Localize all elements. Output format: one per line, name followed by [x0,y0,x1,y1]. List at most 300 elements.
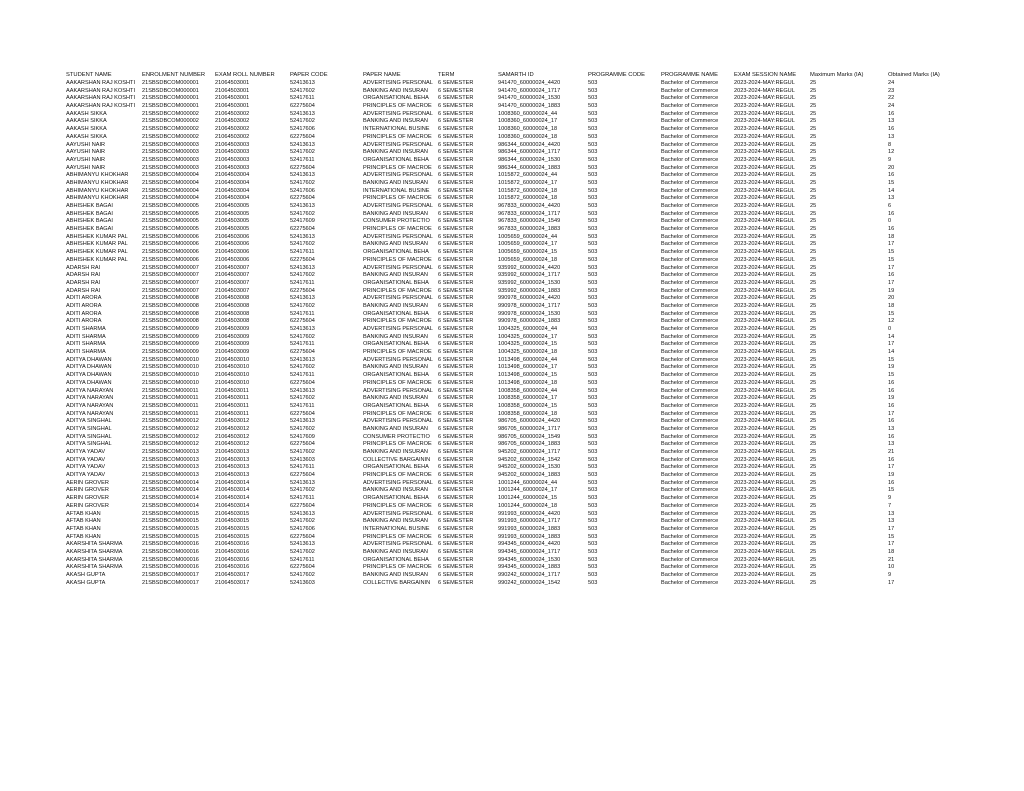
cell-samarth-id: 935992_60000024_1717 [498,272,561,279]
col-header-samarth-id: SAMARTH ID [498,72,534,78]
cell-paper-name: PRINCIPLES OF MACROE [363,410,432,417]
cell-term: 6 SEMESTER [438,210,474,217]
cell-paper-code: 52417602 [290,518,315,525]
cell-maximum-marks: 25 [810,126,817,133]
col-header-obtained-marks: Obtained Marks (IA) [888,72,940,78]
cell-paper-name: PRINCIPLES OF MACROE [363,379,432,386]
cell-obtained-marks: 23 [888,87,895,94]
cell-programme-code: 503 [588,256,598,263]
cell-samarth-id: 1008358_60000024_15 [498,402,558,409]
cell-exam-session-name: 2023-2024-MAY:REGUL [734,256,795,263]
cell-programme-code: 503 [588,87,598,94]
cell-student-name: AKASH GUPTA [66,579,106,586]
cell-term: 6 SEMESTER [438,110,474,117]
cell-paper-name: PRINCIPLES OF MACROE [363,472,432,479]
cell-exam-session-name: 2023-2024-MAY:REGUL [734,579,795,586]
cell-programme-code: 503 [588,272,598,279]
cell-exam-session-name: 2023-2024-MAY:REGUL [734,464,795,471]
cell-term: 6 SEMESTER [438,564,474,571]
cell-paper-name: ADVERTISING PERSONAL [363,295,433,302]
cell-programme-name: Bachelor of Commerce [661,410,719,417]
cell-exam-roll-number: 21064503003 [215,141,250,148]
cell-paper-code: 52417609 [290,433,315,440]
cell-obtained-marks: 20 [888,164,895,171]
cell-term: 6 SEMESTER [438,118,474,125]
cell-maximum-marks: 25 [810,533,817,540]
cell-programme-name: Bachelor of Commerce [661,402,719,409]
cell-term: 6 SEMESTER [438,179,474,186]
cell-term: 6 SEMESTER [438,456,474,463]
cell-programme-name: Bachelor of Commerce [661,210,719,217]
marks-sheet-table [66,71,966,587]
cell-obtained-marks: 17 [888,579,895,586]
cell-exam-roll-number: 21064503014 [215,487,250,494]
cell-term: 6 SEMESTER [438,264,474,271]
cell-obtained-marks: 6 [888,203,892,209]
col-header-exam-session-name: EXAM SESSION NAME [734,72,797,78]
cell-term: 6 SEMESTER [438,356,474,363]
cell-enrolment-number: 21SBSDBCOM000003 [142,156,199,163]
cell-programme-code: 503 [588,172,598,179]
cell-obtained-marks: 17 [888,341,895,348]
cell-maximum-marks: 25 [810,341,817,348]
cell-paper-name: PRINCIPLES OF MACROE [363,164,432,171]
cell-term: 6 SEMESTER [438,195,474,202]
cell-maximum-marks: 25 [810,418,817,425]
cell-maximum-marks: 25 [810,156,817,163]
cell-paper-name: COLLECTIVE BARGAININ [363,579,431,586]
cell-paper-code: 52413613 [290,479,315,486]
cell-paper-code: 52413613 [290,387,315,394]
cell-exam-roll-number: 21064503017 [215,572,250,578]
cell-programme-code: 503 [588,372,598,379]
cell-paper-code: 52417602 [290,548,315,555]
cell-maximum-marks: 25 [810,495,817,502]
cell-student-name: ADITI SHARMA [66,333,106,340]
cell-programme-name: Bachelor of Commerce [661,249,719,256]
cell-maximum-marks: 25 [810,395,817,402]
cell-programme-code: 503 [588,572,598,578]
cell-samarth-id: 1013498_60000024_15 [498,372,558,379]
cell-term: 6 SEMESTER [438,502,474,509]
cell-student-name: ABHIMANYU KHOKHAR [66,179,129,186]
cell-exam-roll-number: 21064503006 [215,249,250,256]
table-row [66,418,966,426]
cell-samarth-id: 986705_60000024_1883 [498,441,561,448]
cell-programme-code: 503 [588,449,598,455]
cell-exam-session-name: 2023-2024-MAY:REGUL [734,218,795,225]
cell-programme-name: Bachelor of Commerce [661,418,719,425]
table-row [66,388,966,396]
cell-student-name: ADITYA NARAYAN [66,410,114,417]
cell-maximum-marks: 25 [810,302,817,309]
cell-exam-roll-number: 21064503013 [215,449,250,455]
cell-term: 6 SEMESTER [438,472,474,479]
cell-exam-session-name: 2023-2024-MAY:REGUL [734,80,795,86]
cell-exam-roll-number: 21064503011 [215,402,249,409]
cell-paper-code: 52417606 [290,187,315,194]
cell-maximum-marks: 25 [810,472,817,479]
cell-programme-code: 503 [588,525,598,532]
cell-obtained-marks: 15 [888,310,895,317]
table-row [66,426,966,434]
cell-programme-code: 503 [588,187,598,194]
table-row [66,165,966,173]
cell-paper-code: 52413613 [290,110,315,117]
cell-paper-name: BANKING AND INSURAN [363,364,428,371]
cell-paper-code: 52413613 [290,356,315,363]
cell-paper-name: ORGANISATIONAL BEHA [363,95,429,102]
cell-maximum-marks: 25 [810,187,817,194]
cell-paper-code: 52413613 [290,264,315,271]
cell-student-name: AFTAB KHAN [66,525,101,532]
cell-paper-name: BANKING AND INSURAN [363,487,428,494]
cell-programme-name: Bachelor of Commerce [661,279,719,286]
cell-programme-code: 503 [588,80,598,86]
cell-exam-session-name: 2023-2024-MAY:REGUL [734,495,795,502]
cell-samarth-id: 994345_60000024_1530 [498,556,561,563]
cell-exam-roll-number: 21064503010 [215,364,250,371]
table-row [66,80,966,88]
cell-enrolment-number: 21SBSDBCOM000011 [142,410,199,417]
cell-samarth-id: 967833_60000024_1883 [498,226,561,233]
cell-maximum-marks: 25 [810,318,817,325]
cell-maximum-marks: 25 [810,287,817,294]
cell-student-name: ADITI SHARMA [66,349,106,356]
cell-student-name: ADITYA YADAV [66,472,106,479]
cell-samarth-id: 1008358_60000024_44 [498,387,558,394]
cell-paper-code: 52413613 [290,172,315,179]
cell-programme-code: 503 [588,341,598,348]
cell-paper-name: PRINCIPLES OF MACROE [363,564,432,571]
cell-samarth-id: 1008360_60000024_18 [498,126,558,133]
cell-enrolment-number: 21SBSDBCOM000001 [142,95,199,102]
cell-enrolment-number: 21SBSDBCOM000014 [142,479,199,486]
cell-exam-session-name: 2023-2024-MAY:REGUL [734,195,795,202]
cell-programme-name: Bachelor of Commerce [661,164,719,171]
table-row [66,218,966,226]
cell-programme-name: Bachelor of Commerce [661,302,719,309]
cell-exam-session-name: 2023-2024-MAY:REGUL [734,541,795,548]
cell-paper-name: ADVERTISING PERSONAL [363,233,433,240]
cell-maximum-marks: 25 [810,364,817,371]
cell-maximum-marks: 25 [810,356,817,363]
cell-obtained-marks: 9 [888,495,892,502]
cell-maximum-marks: 25 [810,133,817,140]
cell-term: 6 SEMESTER [438,318,474,325]
cell-paper-code: 52417602 [290,241,315,248]
cell-enrolment-number: 21SBSDBCOM000001 [142,87,199,94]
cell-samarth-id: 1004325_60000024_44 [498,326,558,332]
col-header-programme-name: PROGRAMME NAME [661,72,719,78]
table-row [66,126,966,134]
cell-paper-code: 52417602 [290,149,315,156]
cell-exam-roll-number: 21064503004 [215,187,250,194]
cell-exam-roll-number: 21064503012 [215,441,250,448]
cell-enrolment-number: 21SBSDBCOM000007 [142,272,199,279]
cell-paper-code: 52417602 [290,302,315,309]
cell-programme-name: Bachelor of Commerce [661,218,719,225]
col-header-paper-name: PAPER NAME [363,72,401,78]
cell-exam-session-name: 2023-2024-MAY:REGUL [734,279,795,286]
cell-maximum-marks: 25 [810,333,817,340]
cell-exam-session-name: 2023-2024-MAY:REGUL [734,410,795,417]
table-row [66,526,966,534]
cell-obtained-marks: 14 [888,333,895,340]
cell-programme-code: 503 [588,548,598,555]
cell-samarth-id: 1008358_60000024_17 [498,395,558,402]
cell-samarth-id: 1004325_60000024_15 [498,341,558,348]
table-row [66,349,966,357]
cell-maximum-marks: 25 [810,379,817,386]
cell-student-name: AKARSHITA SHARMA [66,541,123,548]
table-row [66,395,966,403]
cell-student-name: ABHISHEK BAGAI [66,226,113,233]
table-row [66,472,966,480]
cell-exam-roll-number: 21064503015 [215,525,250,532]
cell-samarth-id: 1001244_60000024_15 [498,495,558,502]
cell-samarth-id: 1005659_60000024_17 [498,241,558,248]
table-row [66,288,966,296]
cell-obtained-marks: 18 [888,302,895,309]
cell-programme-name: Bachelor of Commerce [661,179,719,186]
cell-maximum-marks: 25 [810,410,817,417]
cell-paper-code: 52417602 [290,487,315,494]
cell-student-name: AKARSHITA SHARMA [66,564,123,571]
cell-student-name: ADITI SHARMA [66,326,106,332]
cell-samarth-id: 986705_60000024_1717 [498,425,561,432]
cell-enrolment-number: 21SBSDBCOM000002 [142,133,199,140]
cell-paper-code: 52413613 [290,510,315,517]
table-row [66,295,966,303]
cell-exam-roll-number: 21064503001 [215,80,250,86]
cell-programme-name: Bachelor of Commerce [661,525,719,532]
cell-exam-roll-number: 21064503015 [215,510,250,517]
cell-enrolment-number: 21SBSDBCOM000016 [142,548,199,555]
cell-paper-code: 62275604 [290,133,315,140]
cell-term: 6 SEMESTER [438,233,474,240]
table-row [66,103,966,111]
cell-enrolment-number: 21SBSDBCOM000006 [142,233,199,240]
cell-maximum-marks: 25 [810,233,817,240]
cell-paper-code: 62275604 [290,410,315,417]
cell-paper-code: 62275604 [290,103,315,110]
cell-samarth-id: 1005659_60000024_18 [498,256,558,263]
cell-samarth-id: 1004325_60000024_18 [498,349,558,356]
cell-student-name: AAYUSHI NAIR [66,149,106,156]
cell-programme-name: Bachelor of Commerce [661,226,719,233]
cell-paper-code: 62275604 [290,318,315,325]
cell-maximum-marks: 25 [810,464,817,471]
cell-term: 6 SEMESTER [438,379,474,386]
cell-paper-code: 52417602 [290,425,315,432]
cell-enrolment-number: 21SBSDBCOM000001 [142,103,199,110]
cell-maximum-marks: 25 [810,195,817,202]
cell-exam-roll-number: 21064503014 [215,495,250,502]
cell-enrolment-number: 21SBSDBCOM000015 [142,518,199,525]
cell-exam-roll-number: 21064503016 [215,556,250,563]
cell-programme-code: 503 [588,141,598,148]
cell-paper-code: 52417602 [290,333,315,340]
cell-exam-roll-number: 21064503007 [215,287,250,294]
cell-enrolment-number: 21SBSDBCOM000005 [142,226,199,233]
cell-paper-name: ORGANISATIONAL BEHA [363,249,429,256]
cell-samarth-id: 935992_60000024_4420 [498,264,561,271]
cell-student-name: ADARSH RAI [66,272,101,279]
cell-programme-name: Bachelor of Commerce [661,318,719,325]
cell-programme-name: Bachelor of Commerce [661,548,719,555]
cell-programme-name: Bachelor of Commerce [661,95,719,102]
cell-paper-code: 52417611 [290,310,315,317]
cell-maximum-marks: 25 [810,279,817,286]
col-header-programme-code: PROGRAMME CODE [588,72,646,78]
cell-exam-session-name: 2023-2024-MAY:REGUL [734,210,795,217]
cell-obtained-marks: 19 [888,472,895,479]
cell-obtained-marks: 15 [888,249,895,256]
cell-student-name: ADITYA DHAWAN [66,356,112,363]
cell-exam-roll-number: 21064503004 [215,195,250,202]
cell-programme-name: Bachelor of Commerce [661,233,719,240]
cell-paper-name: ORGANISATIONAL BEHA [363,341,429,348]
cell-obtained-marks: 19 [888,287,895,294]
cell-maximum-marks: 25 [810,272,817,279]
cell-programme-code: 503 [588,156,598,163]
cell-enrolment-number: 21SBSDBCOM000016 [142,556,199,563]
cell-samarth-id: 1013498_60000024_17 [498,364,558,371]
table-row [66,272,966,280]
cell-paper-name: BANKING AND INSURAN [363,179,428,186]
cell-exam-session-name: 2023-2024-MAY:REGUL [734,433,795,440]
cell-term: 6 SEMESTER [438,95,474,102]
cell-maximum-marks: 25 [810,349,817,356]
cell-exam-roll-number: 21064503001 [215,95,250,102]
cell-exam-session-name: 2023-2024-MAY:REGUL [734,164,795,171]
cell-exam-roll-number: 21064503014 [215,502,250,509]
cell-student-name: AAKASH SIKKA [66,126,107,133]
cell-paper-name: BANKING AND INSURAN [363,548,428,555]
col-header-maximum-marks: Maximum Marks (IA) [810,72,864,78]
cell-exam-roll-number: 21064503008 [215,318,250,325]
cell-term: 6 SEMESTER [438,372,474,379]
cell-obtained-marks: 21 [888,449,895,455]
cell-student-name: ADITYA NARAYAN [66,387,114,394]
cell-paper-name: BANKING AND INSURAN [363,425,428,432]
cell-exam-roll-number: 21064503007 [215,272,250,279]
cell-enrolment-number: 21SBSDBCOM000010 [142,372,199,379]
cell-programme-name: Bachelor of Commerce [661,272,719,279]
cell-student-name: AAKASH SIKKA [66,118,107,125]
cell-samarth-id: 986344_60000024_4420 [498,141,561,148]
cell-paper-name: ORGANISATIONAL BEHA [363,156,429,163]
cell-paper-code: 62275604 [290,287,315,294]
table-row [66,495,966,503]
cell-student-name: ADITYA YADAV [66,456,106,463]
cell-enrolment-number: 21SBSDBCOM000015 [142,525,199,532]
table-row [66,364,966,372]
cell-maximum-marks: 25 [810,541,817,548]
cell-exam-session-name: 2023-2024-MAY:REGUL [734,302,795,309]
cell-paper-code: 52413613 [290,418,315,425]
col-header-paper-code: PAPER CODE [290,72,328,78]
cell-paper-code: 52417611 [290,495,315,502]
cell-obtained-marks: 13 [888,441,895,448]
cell-student-name: ABHISHEK BAGAI [66,210,113,217]
table-row [66,142,966,150]
cell-enrolment-number: 21SBSDBCOM000015 [142,510,199,517]
cell-enrolment-number: 21SBSDBCOM000004 [142,195,199,202]
cell-programme-name: Bachelor of Commerce [661,572,719,578]
table-row [66,449,966,457]
cell-paper-code: 52417611 [290,249,315,256]
cell-exam-roll-number: 21064503012 [215,418,250,425]
cell-enrolment-number: 21SBSDBCOM000013 [142,449,199,455]
cell-term: 6 SEMESTER [438,441,474,448]
cell-programme-code: 503 [588,195,598,202]
cell-maximum-marks: 25 [810,264,817,271]
cell-programme-name: Bachelor of Commerce [661,349,719,356]
cell-samarth-id: 1015872_60000024_17 [498,179,558,186]
cell-paper-name: INTERNATIONAL BUSINE [363,187,430,194]
cell-paper-name: BANKING AND INSURAN [363,272,428,279]
cell-maximum-marks: 25 [810,572,817,578]
cell-programme-name: Bachelor of Commerce [661,256,719,263]
cell-exam-session-name: 2023-2024-MAY:REGUL [734,149,795,156]
cell-enrolment-number: 21SBSDBCOM000011 [142,387,199,394]
table-row [66,549,966,557]
table-row [66,241,966,249]
cell-student-name: ADITYA SINGHAL [66,418,112,425]
cell-paper-code: 62275604 [290,533,315,540]
table-row [66,457,966,465]
cell-exam-roll-number: 21064503016 [215,548,250,555]
cell-exam-session-name: 2023-2024-MAY:REGUL [734,310,795,317]
cell-maximum-marks: 25 [810,502,817,509]
cell-paper-name: BANKING AND INSURAN [363,118,428,125]
cell-maximum-marks: 25 [810,518,817,525]
cell-student-name: ADARSH RAI [66,287,101,294]
cell-exam-roll-number: 21064503007 [215,279,250,286]
cell-paper-name: ORGANISATIONAL BEHA [363,372,429,379]
cell-term: 6 SEMESTER [438,218,474,225]
cell-maximum-marks: 25 [810,402,817,409]
cell-programme-name: Bachelor of Commerce [661,464,719,471]
cell-exam-session-name: 2023-2024-MAY:REGUL [734,103,795,110]
cell-term: 6 SEMESTER [438,510,474,517]
cell-student-name: ADITYA DHAWAN [66,364,112,371]
cell-programme-name: Bachelor of Commerce [661,502,719,509]
cell-enrolment-number: 21SBSDBCOM000012 [142,418,199,425]
cell-exam-session-name: 2023-2024-MAY:REGUL [734,510,795,517]
cell-paper-name: BANKING AND INSURAN [363,241,428,248]
cell-exam-session-name: 2023-2024-MAY:REGUL [734,364,795,371]
cell-samarth-id: 986344_60000024_1883 [498,164,561,171]
cell-student-name: ADITI ARORA [66,310,102,317]
cell-exam-roll-number: 21064503009 [215,341,250,348]
table-row [66,234,966,242]
cell-obtained-marks: 0 [888,326,892,332]
cell-term: 6 SEMESTER [438,326,474,332]
table-row [66,557,966,565]
cell-student-name: ADITYA SINGHAL [66,425,112,432]
cell-samarth-id: 1015872_60000024_44 [498,172,558,179]
cell-term: 6 SEMESTER [438,164,474,171]
cell-exam-roll-number: 21064503011 [215,387,249,394]
cell-term: 6 SEMESTER [438,87,474,94]
table-row [66,88,966,96]
cell-maximum-marks: 25 [810,179,817,186]
cell-obtained-marks: 16 [888,210,895,217]
cell-paper-name: BANKING AND INSURAN [363,572,428,578]
